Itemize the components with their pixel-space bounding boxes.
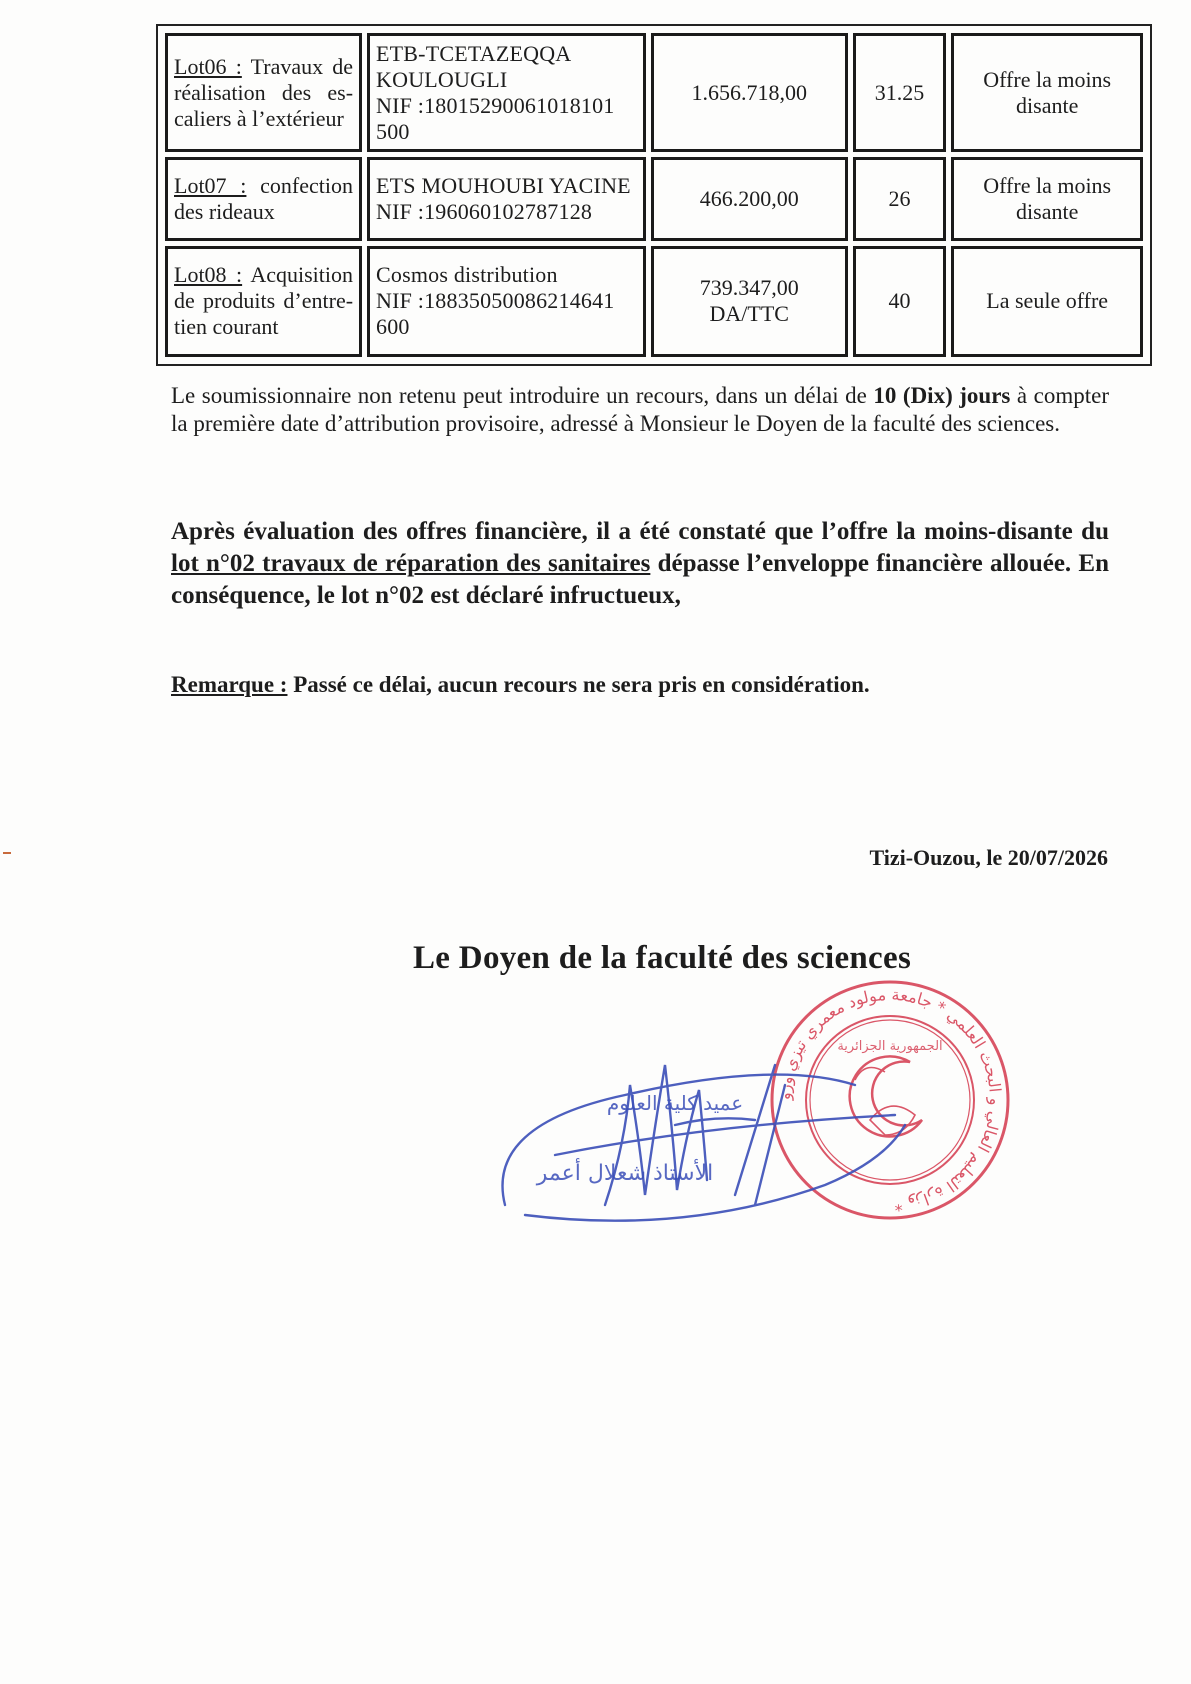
firm-nif: NIF :18835050086214641 600: [376, 288, 615, 340]
recours-delay: 10 (Dix) jours: [873, 383, 1011, 408]
signatory-title: Le Doyen de la faculté des sciences: [413, 940, 912, 976]
firm-nif: NIF :196060102787128: [376, 199, 593, 225]
decision-lot: lot n°02 travaux de réparation des sanitaires: [171, 550, 651, 577]
firm-cell: [367, 246, 646, 357]
signature: [495, 1055, 915, 1235]
lot-code: Lot07 :: [174, 173, 247, 199]
firm-name: ETB-TCETAZEQQA KOULOUGLI: [376, 40, 571, 92]
results-table: [160, 28, 1148, 362]
amount-value: 466.200,00: [699, 186, 799, 212]
results-table-frame: [156, 24, 1152, 366]
recours-paragraph: [171, 382, 1109, 438]
stamp-ring-text: وزارة التعليم العالي و البحث العلمي * جامعة مولود معمري تيزي وزو *: [774, 984, 1006, 1215]
score-cell: 31.25: [853, 33, 947, 152]
lot-description: Travaux de réalisation des es-caliers à l’extérieur: [174, 53, 354, 131]
stamp-center-text: الجمهورية الجزائرية: [837, 1039, 943, 1054]
signature-line1: عميد كلية العلوم: [606, 1091, 744, 1115]
decision-text-end: dépasse l’enveloppe financière allouée. En conséquence, le lot n°02 est déclaré infructueux,: [171, 550, 1110, 609]
recours-text-end: à compter la première date d’attribution provisoire, adressé à Monsieur le Doyen de la faculté des sciences.: [171, 383, 1109, 436]
amount-cell: [651, 33, 848, 152]
score-cell: 26: [853, 157, 947, 240]
recours-text-start: Le soumissionnaire non retenu peut introduire un recours, dans un délai de: [171, 383, 874, 408]
remark: [171, 672, 870, 698]
score-cell: 40: [853, 246, 947, 357]
lot-cell: [165, 157, 362, 240]
note-cell: Offre la moins disante: [951, 33, 1143, 152]
remark-label: Remarque :: [171, 672, 288, 697]
table-row-lot07: [165, 157, 1143, 240]
firm-name: ETS MOUHOUBI YACINE: [376, 173, 631, 199]
decision-paragraph: [171, 516, 1109, 612]
amount-cell: [651, 246, 848, 357]
lot-cell: [165, 246, 362, 357]
lot-cell: [165, 33, 362, 152]
firm-name: Cosmos distribution: [376, 262, 558, 288]
margin-mark: [3, 852, 11, 854]
table-row-lot08: [165, 246, 1143, 357]
note-cell: La seule offre: [951, 246, 1143, 357]
lot-code: Lot08 :: [174, 262, 243, 288]
firm-cell: [367, 157, 646, 240]
lot-description: confection des rideaux: [174, 173, 354, 225]
firm-cell: [367, 33, 646, 152]
note-cell: Offre la moins disante: [951, 157, 1143, 240]
firm-nif: NIF :18015290061018101 500: [376, 92, 615, 144]
amount-value: 739.347,00: [699, 275, 799, 301]
amount-unit: DA/TTC: [709, 301, 789, 327]
amount-cell: [651, 157, 848, 240]
table-row-lot06: [165, 33, 1143, 152]
amount-value: 1.656.718,00: [691, 79, 807, 105]
remark-text: Passé ce délai, aucun recours ne sera pris en considération.: [287, 672, 870, 697]
signature-line2: الأستاذ شعلال أعمر: [536, 1161, 714, 1186]
lot-code: Lot06 :: [174, 53, 242, 79]
decision-text-start: Après évaluation des offres financière, il a été constaté que l’offre la moins-disante du: [171, 518, 1109, 545]
place-date: Tizi-Ouzou, le 20/07/2026: [869, 845, 1108, 870]
lot-description: Acquisition de produits d’entre-tien courant: [174, 262, 354, 340]
